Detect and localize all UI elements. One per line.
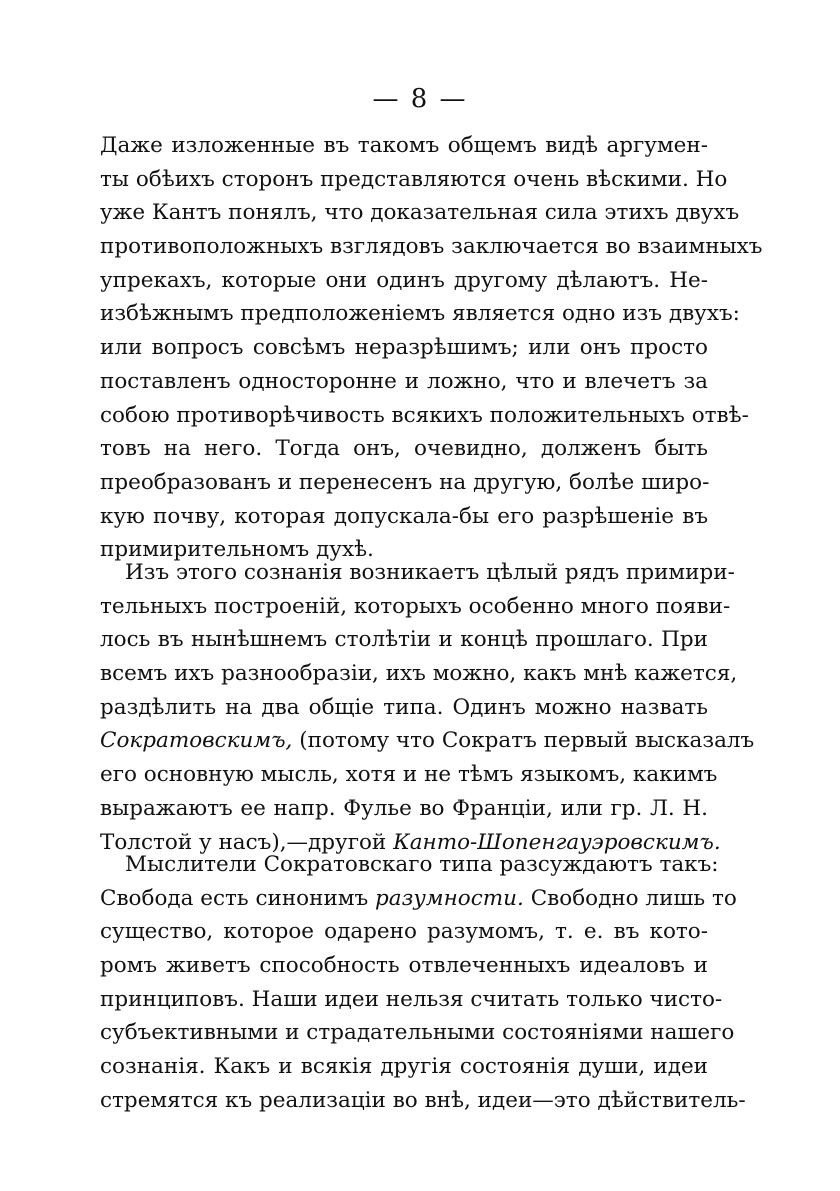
text-line: кую почву, которая допускала-бы его разрѣшенiе въ	[100, 503, 708, 529]
text-line: сознанiя. Какъ и всякiя другiя состоянiя души, идеи	[100, 1054, 708, 1080]
text-line: собою противорѣчивость всякихъ положительныхъ отвѣ-	[100, 402, 749, 428]
italic-term: разумности.	[375, 885, 524, 911]
text-line: принциповъ. Наши идеи нельзя считать только чисто-	[100, 986, 723, 1012]
text-line	[100, 882, 737, 916]
text-line: ромъ живетъ способность отвлеченныхъ идеаловъ и	[100, 953, 708, 979]
paragraph-3	[100, 848, 746, 1118]
text-line: преобразованъ и перенесенъ на другую, болѣе широ-	[100, 469, 710, 495]
text-line: упрекахъ, которые они одинъ другому дѣлаютъ. Не-	[100, 267, 708, 293]
text-line: уже Кантъ понялъ, что доказательная сила этихъ двухъ	[100, 200, 740, 226]
text-line: субъективными и страдательными состоянiями нашего	[100, 1020, 735, 1046]
text-line: выражаютъ ее напр. Фулье во Францiи, или гр. Л. Н.	[100, 795, 708, 821]
italic-term: Сократовскимъ,	[100, 728, 293, 754]
text-line: поставленъ односторонне и ложно, что и влечетъ за	[100, 368, 708, 394]
text-line: раздѣлить на два общiе типа. Одинъ можно назвать	[100, 694, 708, 720]
text-line: ты обѣихъ сторонъ представляются очень вѣскими. Но	[100, 166, 728, 192]
text-line	[100, 724, 755, 758]
text-line: противоположныхъ взглядовъ заключается во взаимныхъ	[100, 234, 763, 260]
text-line: тельныхъ построенiй, которыхъ особенно много появи-	[100, 593, 731, 619]
text-line: примирительномъ духѣ.	[100, 537, 374, 563]
text-line: его основную мысль, хотя и не тѣмъ языкомъ, какимъ	[100, 762, 718, 788]
page-number: — 8 —	[372, 84, 468, 114]
text-line: избѣжнымъ предположенiемъ является одно изъ двухъ:	[100, 301, 740, 327]
text-line: Изъ этого сознанiя возникаетъ цѣлый рядъ примири-	[125, 560, 735, 585]
italic-term: Канто-Шопенгауэровскимъ.	[393, 829, 721, 855]
text-line: Мыслители Сократовскаго типа разсуждаютъ такъ:	[125, 852, 719, 877]
text-line: лось въ нынѣшнемъ столѣтiи и концѣ прошлаго. При	[100, 627, 708, 653]
text-line: всемъ ихъ разнообразiи, ихъ можно, какъ мнѣ кажется,	[100, 661, 738, 687]
paragraph-1	[100, 129, 763, 567]
text-line: товъ на него. Тогда онъ, очевидно, долженъ быть	[100, 436, 708, 462]
text-fragment: (потому что Сократъ первый высказалъ	[292, 728, 755, 754]
text-fragment: Толстой у насъ),—другой	[100, 829, 394, 855]
text-line: или вопросъ совсѣмъ неразрѣшимъ; или онъ просто	[100, 335, 708, 361]
text-fragment: Свобода есть синонимъ	[100, 885, 376, 911]
text-line: стремятся къ реализацiи во внѣ, идеи—это дѣйствитель-	[100, 1087, 746, 1113]
text-line: существо, которое одарено разумомъ, т. е. въ кото-	[100, 919, 708, 945]
text-line: Даже изложенные въ такомъ общемъ видѣ аргумен-	[100, 133, 708, 158]
paragraph-2	[100, 556, 755, 859]
text-fragment: Свободно лишь то	[523, 885, 737, 911]
